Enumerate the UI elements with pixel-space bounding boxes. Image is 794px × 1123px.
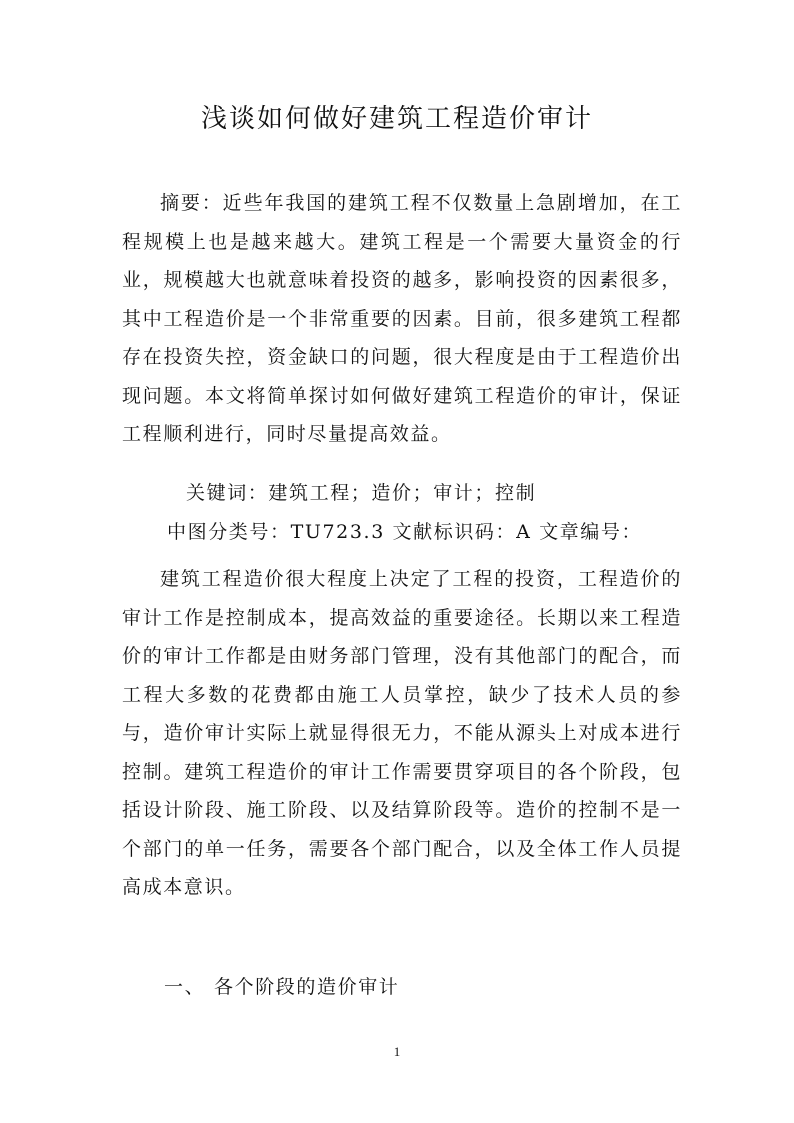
page-number: 1 [393, 1044, 401, 1059]
keywords-line: 关键词：建筑工程；造价；审计；控制 [186, 482, 537, 504]
section-title: 各个阶段的造价审计 [214, 976, 400, 998]
section-heading [164, 968, 684, 1007]
abstract-paragraph: 摘要：近些年我国的建筑工程不仅数量上急剧增加，在工程规模上也是越来越大。建筑工程是一个需要大量资金的行业，规模越大也就意味着投资的越多，影响投资的因素很多，其中工程造价是一个非常重要的因素。目前，很多建筑工程都存在投资失控，资金缺口的问题，很大程度是由于工程造价出现问题。本文将简单探讨如何做好建筑工程造价的审计，保证工程顺利进行，同时尽量提高效益。 [122, 192, 682, 445]
section-number: 一、 [164, 976, 206, 998]
document-title: 浅谈如何做好建筑工程造价审计 [200, 104, 593, 134]
classification-line: 中图分类号：TU723.3 文献标识码：A 文章编号： [167, 521, 643, 543]
body-paragraph: 建筑工程造价很大程度上决定了工程的投资，工程造价的审计工作是控制成本，提高效益的重要途径。长期以来工程造价的审计工作都是由财务部门管理，没有其他部门的配合，而工程大多数的花费都由施工人员掌控，缺少了技术人员的参与，造价审计实际上就显得很无力，不能从源头上对成本进行控制。建筑工程造价的审计工作需要贯穿项目的各个阶段，包括设计阶段、施工阶段、以及结算阶段等。造价的控制不是一个部门的单一任务，需要各个部门配合，以及全体工作人员提高成本意识。 [122, 568, 682, 898]
